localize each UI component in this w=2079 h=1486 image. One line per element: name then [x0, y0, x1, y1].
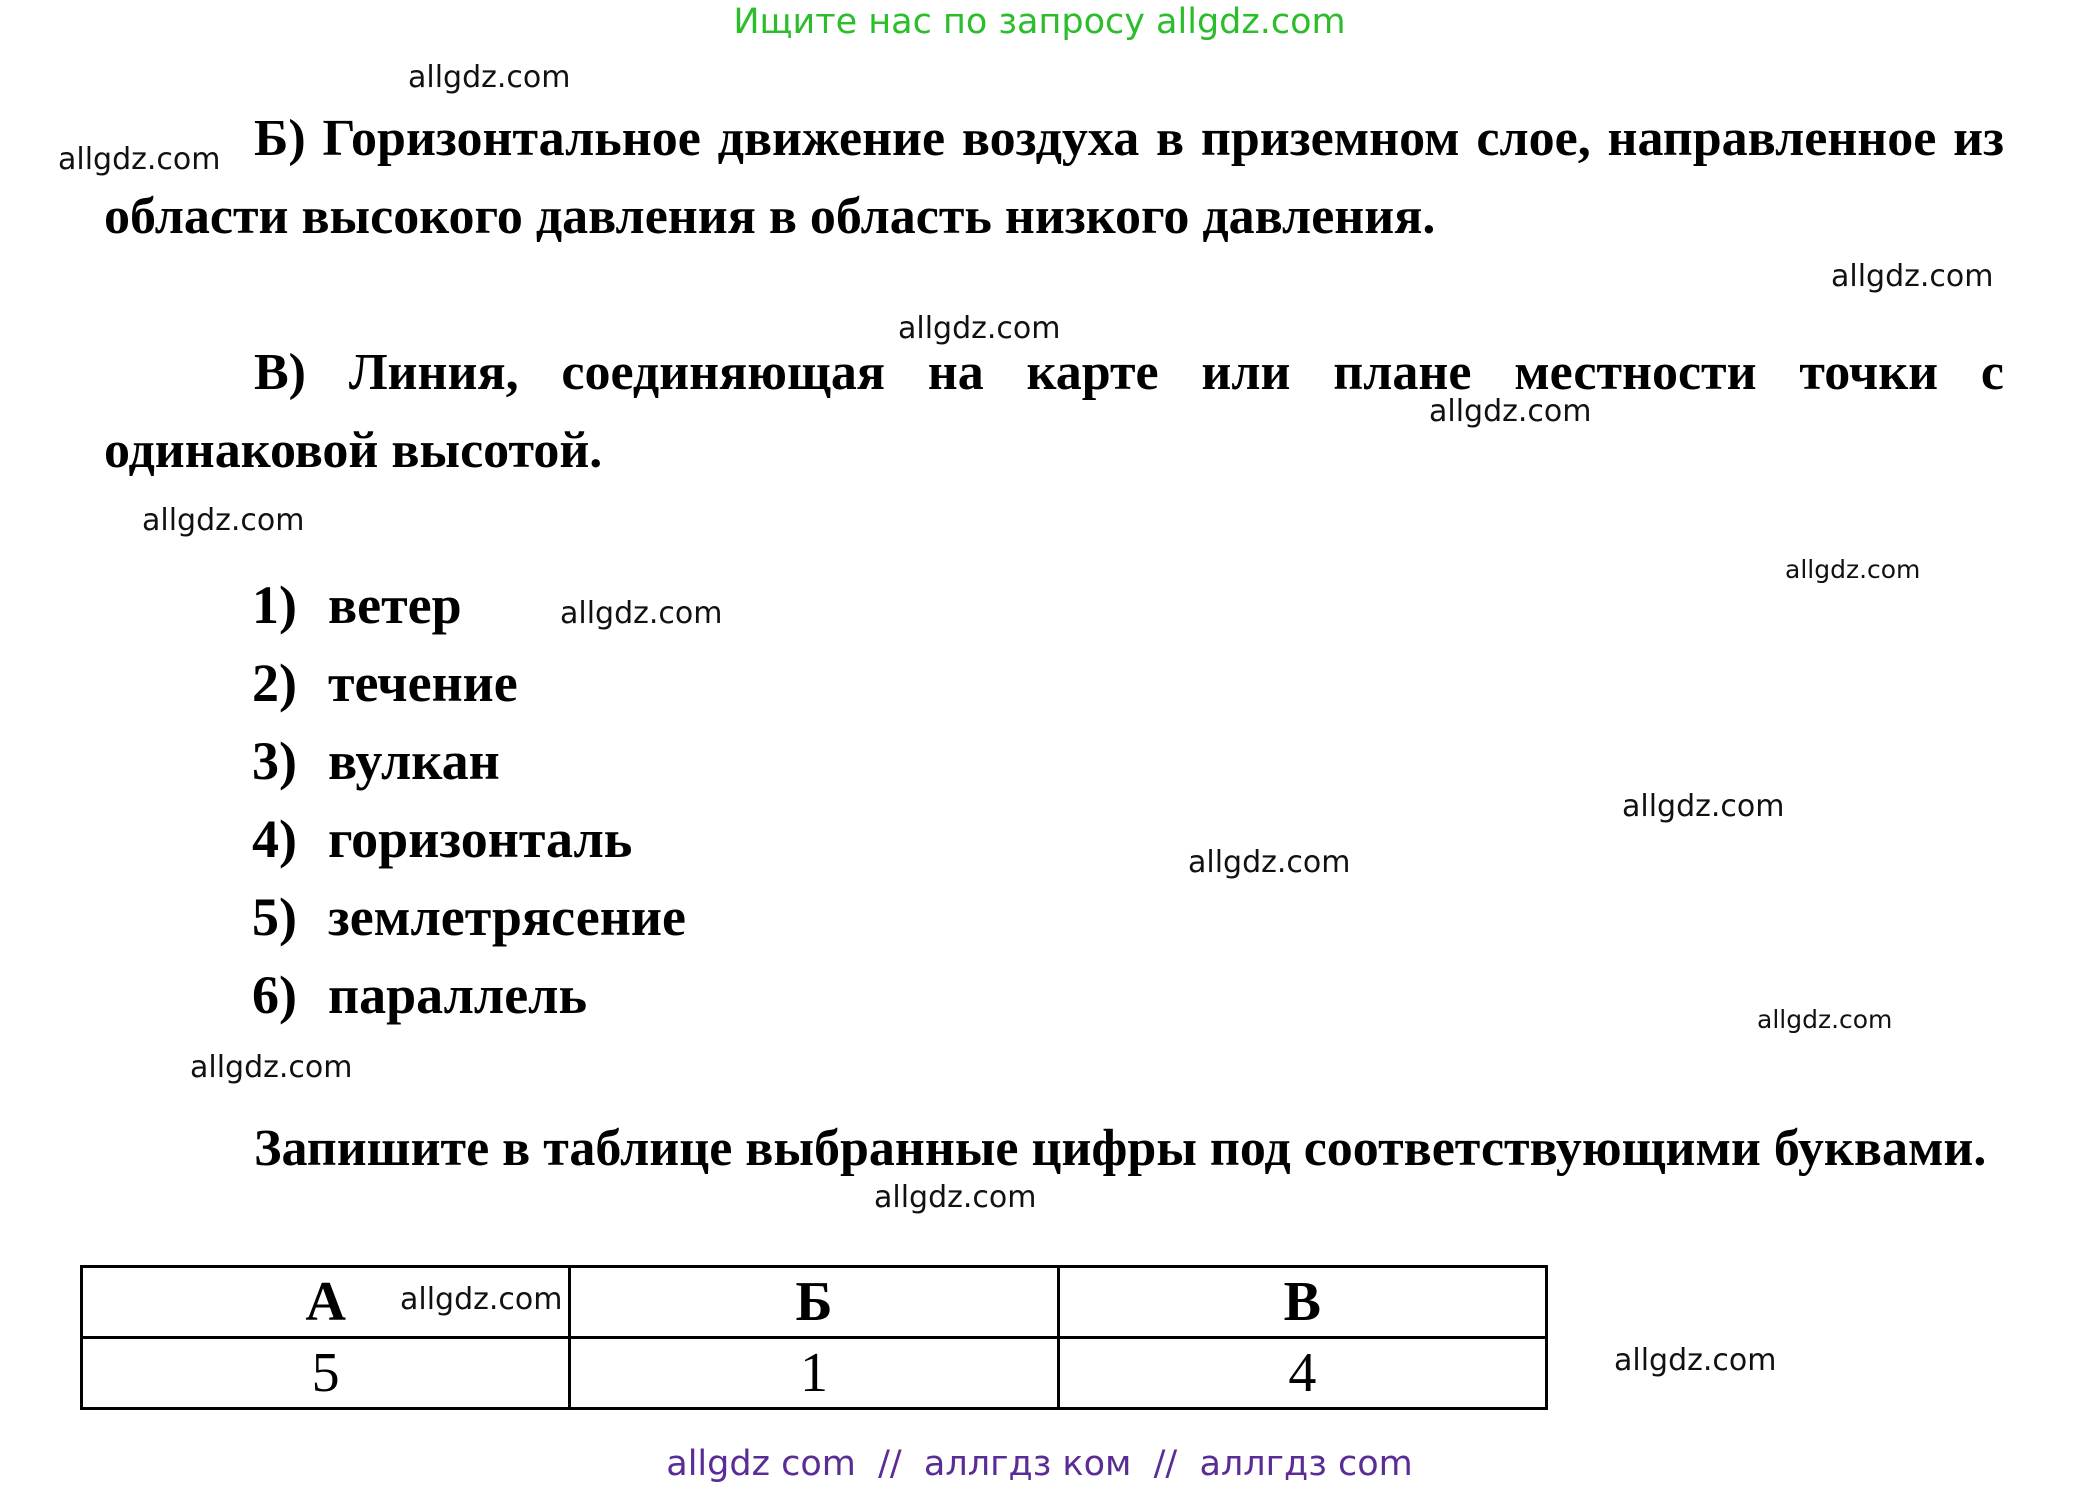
- option-text: землетрясение: [328, 887, 686, 947]
- definition-v-text: Линия, соединяющая на карте или плане местности точки с одинаковой высотой.: [104, 344, 2005, 479]
- table-header-row: [82, 1267, 1547, 1338]
- watermark: allgdz.com: [898, 311, 1061, 346]
- watermark: allgdz.com: [1622, 789, 1785, 824]
- option-text: параллель: [328, 965, 588, 1025]
- list-item: [252, 566, 686, 644]
- table-cell: 4: [1058, 1338, 1546, 1409]
- watermark: allgdz.com: [1614, 1343, 1777, 1378]
- table-header-cell: Б: [570, 1267, 1058, 1338]
- list-item: [252, 800, 686, 878]
- option-number: 3): [252, 731, 297, 791]
- instruction: [104, 1110, 2004, 1188]
- watermark: allgdz.com: [142, 503, 305, 538]
- definition-v-label: В): [254, 344, 306, 401]
- watermark: allgdz.com: [408, 60, 571, 95]
- table-row: [82, 1338, 1547, 1409]
- instruction-text: Запишите в таблице выбранные цифры под соответствующими буквами.: [254, 1120, 1987, 1177]
- table-header-cell: В: [1058, 1267, 1546, 1338]
- option-text: течение: [328, 653, 518, 713]
- option-text: горизонталь: [328, 809, 633, 869]
- watermark: allgdz.com: [58, 142, 221, 177]
- list-item: [252, 722, 686, 800]
- option-number: 4): [252, 809, 297, 869]
- table-cell: 1: [570, 1338, 1058, 1409]
- definition-v: [104, 334, 2004, 490]
- top-banner: Ищите нас по запросу allgdz.com: [733, 2, 1346, 42]
- watermark: allgdz.com: [400, 1282, 563, 1317]
- watermark: allgdz.com: [874, 1180, 1037, 1215]
- watermark: allgdz.com: [1785, 555, 1921, 584]
- bottom-banner: allgdz com // аллгдз ком // аллгдз com: [666, 1444, 1413, 1484]
- watermark: allgdz.com: [1429, 394, 1592, 429]
- option-number: 2): [252, 653, 297, 713]
- watermark: allgdz.com: [1831, 259, 1994, 294]
- table-header-cell: А: [82, 1267, 570, 1338]
- watermark: allgdz.com: [1757, 1005, 1893, 1034]
- option-text: ветер: [328, 575, 462, 635]
- watermark: allgdz.com: [1188, 845, 1351, 880]
- list-item: [252, 956, 686, 1034]
- option-number: 6): [252, 965, 297, 1025]
- option-number: 5): [252, 887, 297, 947]
- watermark: allgdz.com: [560, 596, 723, 631]
- definition-b: [104, 100, 2004, 256]
- options-list: [252, 566, 686, 1034]
- answer-table: [80, 1265, 1548, 1410]
- definition-b-label: Б): [254, 110, 306, 167]
- option-text: вулкан: [328, 731, 500, 791]
- table-cell: 5: [82, 1338, 570, 1409]
- list-item: [252, 878, 686, 956]
- watermark: allgdz.com: [190, 1050, 353, 1085]
- option-number: 1): [252, 575, 297, 635]
- definition-b-text: Горизонтальное движение воздуха в приземном слое, направленное из области высокого давления в область низкого давления.: [104, 110, 2005, 245]
- list-item: [252, 644, 686, 722]
